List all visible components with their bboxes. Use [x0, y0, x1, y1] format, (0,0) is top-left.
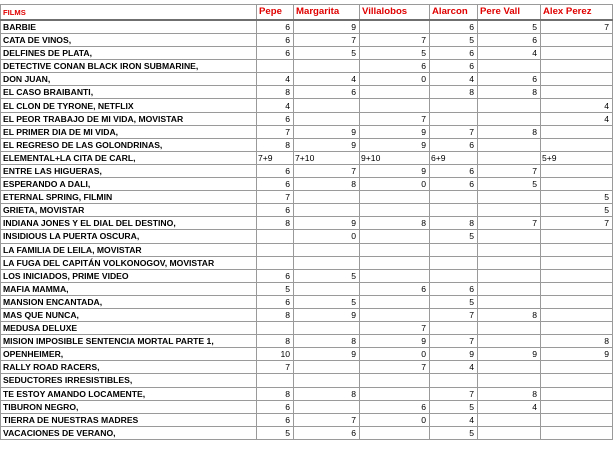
score-cell-alex-perez[interactable]: 5+9 — [541, 151, 613, 164]
table-row — [1, 243, 613, 256]
score-cell-margarita[interactable] — [294, 361, 360, 374]
score-cell-alarcon[interactable]: 6 — [430, 60, 478, 73]
score-cell-pepe[interactable]: 7 — [257, 125, 294, 138]
score-cell-alarcon[interactable] — [430, 99, 478, 112]
score-cell-pere-vall[interactable]: 4 — [478, 47, 541, 60]
film-title-cell[interactable]: INSIDIOUS LA PUERTA OSCURA, — [1, 230, 257, 243]
score-cell-alex-perez[interactable] — [541, 374, 613, 387]
score-cell-alex-perez[interactable]: 4 — [541, 99, 613, 112]
score-cell-pepe[interactable]: 6 — [257, 34, 294, 47]
score-cell-pere-vall[interactable]: 6 — [478, 34, 541, 47]
header-row — [1, 5, 613, 21]
score-cell-villalobos[interactable]: 0 — [360, 348, 430, 361]
score-cell-pere-vall[interactable] — [478, 282, 541, 295]
score-cell-pepe[interactable]: 6 — [257, 295, 294, 308]
score-cell-pere-vall[interactable]: 8 — [478, 308, 541, 321]
score-cell-margarita[interactable]: 9 — [294, 125, 360, 138]
table-row — [1, 191, 613, 204]
score-cell-alarcon[interactable]: 5 — [430, 34, 478, 47]
film-title-cell[interactable]: TIBURON NEGRO, — [1, 400, 257, 413]
table-row — [1, 387, 613, 400]
table-row — [1, 374, 613, 387]
film-title-cell[interactable]: EL PRIMER DIA DE MI VIDA, — [1, 125, 257, 138]
score-cell-margarita[interactable]: 8 — [294, 387, 360, 400]
score-cell-alex-perez[interactable] — [541, 86, 613, 99]
score-cell-pere-vall[interactable] — [478, 204, 541, 217]
table-row — [1, 335, 613, 348]
score-cell-margarita[interactable]: 9 — [294, 20, 360, 34]
score-cell-margarita[interactable]: 7 — [294, 34, 360, 47]
score-cell-villalobos[interactable]: 6 — [360, 400, 430, 413]
score-cell-alarcon[interactable]: 4 — [430, 73, 478, 86]
score-cell-margarita[interactable]: 7 — [294, 164, 360, 177]
film-title-cell[interactable]: ESPERANDO A DALI, — [1, 178, 257, 191]
film-title-cell[interactable]: MISION IMPOSIBLE SENTENCIA MORTAL PARTE 1, — [1, 335, 257, 348]
score-cell-pere-vall[interactable]: 8 — [478, 125, 541, 138]
table-row — [1, 269, 613, 282]
film-title-cell[interactable]: INDIANA JONES Y EL DIAL DEL DESTINO, — [1, 217, 257, 230]
table-row — [1, 47, 613, 60]
score-cell-alarcon[interactable] — [430, 243, 478, 256]
score-cell-pere-vall[interactable]: 7 — [478, 217, 541, 230]
score-cell-villalobos[interactable] — [360, 387, 430, 400]
score-cell-pere-vall[interactable] — [478, 60, 541, 73]
score-cell-pepe[interactable] — [257, 60, 294, 73]
score-cell-alarcon[interactable] — [430, 322, 478, 335]
table-row — [1, 282, 613, 295]
score-cell-margarita[interactable]: 5 — [294, 269, 360, 282]
score-cell-alarcon[interactable]: 7 — [430, 125, 478, 138]
score-cell-villalobos[interactable]: 7 — [360, 361, 430, 374]
score-cell-margarita[interactable] — [294, 282, 360, 295]
score-cell-alarcon[interactable]: 6+9 — [430, 151, 478, 164]
score-cell-pepe[interactable]: 6 — [257, 204, 294, 217]
score-cell-alarcon[interactable] — [430, 112, 478, 125]
film-title-cell[interactable]: TIERRA DE NUESTRAS MADRES — [1, 413, 257, 426]
score-cell-pere-vall[interactable] — [478, 230, 541, 243]
score-cell-pere-vall[interactable]: 8 — [478, 86, 541, 99]
table-row — [1, 426, 613, 439]
score-cell-pepe[interactable]: 6 — [257, 112, 294, 125]
film-title-cell[interactable]: GRIETA, MOVISTAR — [1, 204, 257, 217]
score-cell-alarcon[interactable] — [430, 204, 478, 217]
score-cell-alex-perez[interactable] — [541, 243, 613, 256]
film-title-cell[interactable]: MEDUSA DELUXE — [1, 322, 257, 335]
score-cell-alarcon[interactable] — [430, 256, 478, 269]
score-cell-pepe[interactable]: 6 — [257, 269, 294, 282]
score-cell-villalobos[interactable]: 7 — [360, 322, 430, 335]
score-cell-margarita[interactable]: 9 — [294, 308, 360, 321]
ratings-table — [0, 4, 613, 440]
score-cell-alex-perez[interactable] — [541, 413, 613, 426]
score-cell-villalobos[interactable]: 7 — [360, 34, 430, 47]
score-cell-alex-perez[interactable] — [541, 269, 613, 282]
score-cell-villalobos[interactable] — [360, 256, 430, 269]
score-cell-pere-vall[interactable] — [478, 112, 541, 125]
score-cell-villalobos[interactable] — [360, 191, 430, 204]
score-cell-pere-vall[interactable]: 8 — [478, 387, 541, 400]
score-cell-margarita[interactable] — [294, 99, 360, 112]
score-cell-pere-vall[interactable] — [478, 243, 541, 256]
table-row — [1, 151, 613, 164]
score-cell-alex-perez[interactable] — [541, 387, 613, 400]
film-title-cell[interactable]: RALLY ROAD RACERS, — [1, 361, 257, 374]
score-cell-alex-perez[interactable]: 4 — [541, 112, 613, 125]
score-cell-alex-perez[interactable] — [541, 308, 613, 321]
score-cell-pere-vall[interactable] — [478, 138, 541, 151]
score-cell-alarcon[interactable] — [430, 374, 478, 387]
score-cell-alex-perez[interactable] — [541, 47, 613, 60]
score-cell-margarita[interactable]: 4 — [294, 73, 360, 86]
table-row — [1, 86, 613, 99]
score-cell-margarita[interactable] — [294, 112, 360, 125]
score-cell-alarcon[interactable]: 5 — [430, 400, 478, 413]
score-cell-villalobos[interactable] — [360, 243, 430, 256]
score-cell-margarita[interactable]: 6 — [294, 426, 360, 439]
score-cell-pere-vall[interactable]: 6 — [478, 73, 541, 86]
film-title-cell[interactable]: LOS INICIADOS, PRIME VIDEO — [1, 269, 257, 282]
table-row — [1, 308, 613, 321]
score-cell-pere-vall[interactable] — [478, 374, 541, 387]
score-cell-villalobos[interactable]: 9 — [360, 125, 430, 138]
header-alex-perez[interactable]: Alex Perez — [541, 5, 613, 21]
score-cell-margarita[interactable] — [294, 60, 360, 73]
score-cell-alarcon[interactable]: 6 — [430, 282, 478, 295]
score-cell-villalobos[interactable]: 9 — [360, 335, 430, 348]
score-cell-margarita[interactable] — [294, 256, 360, 269]
score-cell-pepe[interactable]: 10 — [257, 348, 294, 361]
score-cell-pere-vall[interactable] — [478, 151, 541, 164]
film-title-cell[interactable]: ETERNAL SPRING, FILMIN — [1, 191, 257, 204]
score-cell-alex-perez[interactable]: 8 — [541, 335, 613, 348]
score-cell-pepe[interactable] — [257, 374, 294, 387]
score-cell-pere-vall[interactable] — [478, 426, 541, 439]
score-cell-pepe[interactable]: 8 — [257, 138, 294, 151]
score-cell-margarita[interactable]: 9 — [294, 217, 360, 230]
score-cell-villalobos[interactable] — [360, 204, 430, 217]
score-cell-margarita[interactable]: 9 — [294, 138, 360, 151]
score-cell-pere-vall[interactable] — [478, 191, 541, 204]
score-cell-pere-vall[interactable]: 4 — [478, 400, 541, 413]
film-title-cell[interactable]: CATA DE VINOS, — [1, 34, 257, 47]
score-cell-alarcon[interactable]: 6 — [430, 178, 478, 191]
film-title-cell[interactable]: EL CASO BRAIBANTI, — [1, 86, 257, 99]
table-row — [1, 20, 613, 34]
score-cell-villalobos[interactable]: 6 — [360, 282, 430, 295]
header-villalobos[interactable]: Villalobos — [360, 5, 430, 21]
table-row — [1, 322, 613, 335]
score-cell-villalobos[interactable]: 0 — [360, 178, 430, 191]
score-cell-alex-perez[interactable] — [541, 164, 613, 177]
score-cell-pepe[interactable]: 6 — [257, 413, 294, 426]
score-cell-alex-perez[interactable] — [541, 400, 613, 413]
score-cell-margarita[interactable] — [294, 374, 360, 387]
score-cell-villalobos[interactable] — [360, 426, 430, 439]
score-cell-margarita[interactable]: 8 — [294, 178, 360, 191]
table-row — [1, 295, 613, 308]
score-cell-margarita[interactable]: 5 — [294, 47, 360, 60]
score-cell-alex-perez[interactable]: 7 — [541, 20, 613, 34]
score-cell-pepe[interactable] — [257, 243, 294, 256]
score-cell-margarita[interactable] — [294, 191, 360, 204]
score-cell-villalobos[interactable]: 9 — [360, 138, 430, 151]
film-title-cell[interactable]: EL CLON DE TYRONE, NETFLIX — [1, 99, 257, 112]
table-row — [1, 73, 613, 86]
score-cell-pere-vall[interactable] — [478, 256, 541, 269]
score-cell-pepe[interactable]: 8 — [257, 387, 294, 400]
score-cell-pepe[interactable]: 5 — [257, 426, 294, 439]
table-row — [1, 112, 613, 125]
score-cell-pepe[interactable]: 4 — [257, 73, 294, 86]
score-cell-pepe[interactable] — [257, 322, 294, 335]
score-cell-villalobos[interactable]: 7 — [360, 112, 430, 125]
score-cell-alarcon[interactable]: 7 — [430, 387, 478, 400]
table-row — [1, 60, 613, 73]
score-cell-pepe[interactable]: 6 — [257, 47, 294, 60]
score-cell-pepe[interactable]: 7+9 — [257, 151, 294, 164]
score-cell-alarcon[interactable]: 6 — [430, 164, 478, 177]
table-row — [1, 34, 613, 47]
score-cell-alarcon[interactable]: 9 — [430, 348, 478, 361]
score-cell-pepe[interactable]: 4 — [257, 99, 294, 112]
score-cell-pepe[interactable]: 8 — [257, 308, 294, 321]
score-cell-villalobos[interactable]: 5 — [360, 47, 430, 60]
table-row — [1, 217, 613, 230]
table-row — [1, 230, 613, 243]
score-cell-villalobos[interactable] — [360, 269, 430, 282]
score-cell-margarita[interactable]: 0 — [294, 230, 360, 243]
score-cell-margarita[interactable] — [294, 400, 360, 413]
score-cell-alex-perez[interactable]: 7 — [541, 217, 613, 230]
score-cell-pepe[interactable]: 7 — [257, 191, 294, 204]
score-cell-pepe[interactable] — [257, 256, 294, 269]
score-cell-villalobos[interactable] — [360, 20, 430, 34]
score-cell-villalobos[interactable]: 8 — [360, 217, 430, 230]
score-cell-villalobos[interactable]: 0 — [360, 73, 430, 86]
score-cell-villalobos[interactable] — [360, 86, 430, 99]
score-cell-margarita[interactable]: 8 — [294, 335, 360, 348]
score-cell-pepe[interactable]: 5 — [257, 282, 294, 295]
score-cell-alex-perez[interactable] — [541, 426, 613, 439]
film-title-cell[interactable]: VACACIONES DE VERANO, — [1, 426, 257, 439]
score-cell-pere-vall[interactable] — [478, 295, 541, 308]
film-title-cell[interactable]: TE ESTOY AMANDO LOCAMENTE, — [1, 387, 257, 400]
score-cell-alex-perez[interactable] — [541, 138, 613, 151]
score-cell-alarcon[interactable] — [430, 191, 478, 204]
score-cell-alarcon[interactable]: 5 — [430, 295, 478, 308]
header-pepe[interactable]: Pepe — [257, 5, 294, 21]
score-cell-villalobos[interactable]: 9+10 — [360, 151, 430, 164]
header-margarita[interactable]: Margarita — [294, 5, 360, 21]
score-cell-villalobos[interactable]: 6 — [360, 60, 430, 73]
film-title-cell[interactable]: LA FAMILIA DE LEILA, MOVISTAR — [1, 243, 257, 256]
score-cell-alex-perez[interactable] — [541, 125, 613, 138]
score-cell-alarcon[interactable]: 5 — [430, 426, 478, 439]
table-row — [1, 256, 613, 269]
score-cell-alex-perez[interactable] — [541, 322, 613, 335]
film-title-cell[interactable]: ENTRE LAS HIGUERAS, — [1, 164, 257, 177]
score-cell-alex-perez[interactable] — [541, 295, 613, 308]
score-cell-alex-perez[interactable] — [541, 34, 613, 47]
film-title-cell[interactable]: DETECTIVE CONAN BLACK IRON SUBMARINE, — [1, 60, 257, 73]
film-title-cell[interactable]: ELEMENTAL+LA CITA DE CARL, — [1, 151, 257, 164]
film-title-cell[interactable]: EL PEOR TRABAJO DE MI VIDA, MOVISTAR — [1, 112, 257, 125]
score-cell-villalobos[interactable] — [360, 295, 430, 308]
score-cell-alarcon[interactable]: 7 — [430, 308, 478, 321]
score-cell-pepe[interactable]: 6 — [257, 400, 294, 413]
score-cell-pere-vall[interactable] — [478, 322, 541, 335]
film-title-cell[interactable]: MAS QUE NUNCA, — [1, 308, 257, 321]
film-title-cell[interactable]: DELFINES DE PLATA, — [1, 47, 257, 60]
score-cell-pere-vall[interactable]: 5 — [478, 20, 541, 34]
score-cell-margarita[interactable]: 7+10 — [294, 151, 360, 164]
table-row — [1, 348, 613, 361]
score-cell-pepe[interactable]: 7 — [257, 361, 294, 374]
score-cell-pere-vall[interactable] — [478, 361, 541, 374]
table-row — [1, 125, 613, 138]
score-cell-pepe[interactable]: 6 — [257, 178, 294, 191]
score-cell-alarcon[interactable] — [430, 269, 478, 282]
score-cell-alex-perez[interactable]: 9 — [541, 348, 613, 361]
header-pere-vall[interactable]: Pere Vall — [478, 5, 541, 21]
film-title-cell[interactable]: SEDUCTORES IRRESISTIBLES, — [1, 374, 257, 387]
score-cell-alex-perez[interactable]: 5 — [541, 204, 613, 217]
score-cell-villalobos[interactable]: 9 — [360, 164, 430, 177]
score-cell-pere-vall[interactable]: 9 — [478, 348, 541, 361]
score-cell-margarita[interactable] — [294, 243, 360, 256]
score-cell-pere-vall[interactable]: 7 — [478, 164, 541, 177]
film-title-cell[interactable]: DON JUAN, — [1, 73, 257, 86]
score-cell-alex-perez[interactable] — [541, 73, 613, 86]
table-row — [1, 138, 613, 151]
score-cell-margarita[interactable]: 6 — [294, 86, 360, 99]
score-cell-villalobos[interactable] — [360, 308, 430, 321]
score-cell-alarcon[interactable]: 4 — [430, 413, 478, 426]
score-cell-alarcon[interactable]: 8 — [430, 217, 478, 230]
score-cell-alex-perez[interactable] — [541, 230, 613, 243]
header-films[interactable]: FILMS — [1, 5, 257, 21]
score-cell-pere-vall[interactable]: 5 — [478, 178, 541, 191]
score-cell-alarcon[interactable]: 8 — [430, 86, 478, 99]
table-row — [1, 164, 613, 177]
score-cell-margarita[interactable]: 9 — [294, 348, 360, 361]
score-cell-margarita[interactable]: 7 — [294, 413, 360, 426]
score-cell-alarcon[interactable]: 6 — [430, 20, 478, 34]
film-title-cell[interactable]: MAFIA MAMMA, — [1, 282, 257, 295]
score-cell-alex-perez[interactable] — [541, 256, 613, 269]
score-cell-pepe[interactable] — [257, 230, 294, 243]
score-cell-margarita[interactable]: 5 — [294, 295, 360, 308]
score-cell-villalobos[interactable] — [360, 374, 430, 387]
film-title-cell[interactable]: BARBIE — [1, 20, 257, 34]
score-cell-alex-perez[interactable] — [541, 60, 613, 73]
score-cell-villalobos[interactable]: 0 — [360, 413, 430, 426]
table-row — [1, 99, 613, 112]
score-cell-alarcon[interactable]: 6 — [430, 138, 478, 151]
score-cell-alarcon[interactable]: 7 — [430, 335, 478, 348]
film-title-cell[interactable]: MANSION ENCANTADA, — [1, 295, 257, 308]
score-cell-pepe[interactable]: 8 — [257, 217, 294, 230]
score-cell-pere-vall[interactable] — [478, 335, 541, 348]
header-alarcon[interactable]: Alarcon — [430, 5, 478, 21]
score-cell-alex-perez[interactable]: 5 — [541, 191, 613, 204]
score-cell-alex-perez[interactable] — [541, 178, 613, 191]
film-title-cell[interactable]: OPENHEIMER, — [1, 348, 257, 361]
score-cell-alarcon[interactable]: 6 — [430, 47, 478, 60]
score-cell-alarcon[interactable]: 4 — [430, 361, 478, 374]
score-cell-pere-vall[interactable] — [478, 413, 541, 426]
score-cell-pere-vall[interactable] — [478, 269, 541, 282]
table-row — [1, 178, 613, 191]
score-cell-pepe[interactable]: 8 — [257, 86, 294, 99]
score-cell-margarita[interactable] — [294, 204, 360, 217]
score-cell-pepe[interactable]: 8 — [257, 335, 294, 348]
film-title-cell[interactable]: EL REGRESO DE LAS GOLONDRINAS, — [1, 138, 257, 151]
score-cell-pere-vall[interactable] — [478, 99, 541, 112]
table-row — [1, 204, 613, 217]
table-row — [1, 400, 613, 413]
score-cell-villalobos[interactable] — [360, 99, 430, 112]
score-cell-alex-perez[interactable] — [541, 282, 613, 295]
table-row — [1, 361, 613, 374]
score-cell-villalobos[interactable] — [360, 230, 430, 243]
film-title-cell[interactable]: LA FUGA DEL CAPITÁN VOLKONOGOV, MOVISTAR — [1, 256, 257, 269]
table-row — [1, 413, 613, 426]
score-cell-pepe[interactable]: 6 — [257, 164, 294, 177]
score-cell-alex-perez[interactable] — [541, 361, 613, 374]
score-cell-alarcon[interactable]: 5 — [430, 230, 478, 243]
score-cell-margarita[interactable] — [294, 322, 360, 335]
score-cell-pepe[interactable]: 6 — [257, 20, 294, 34]
